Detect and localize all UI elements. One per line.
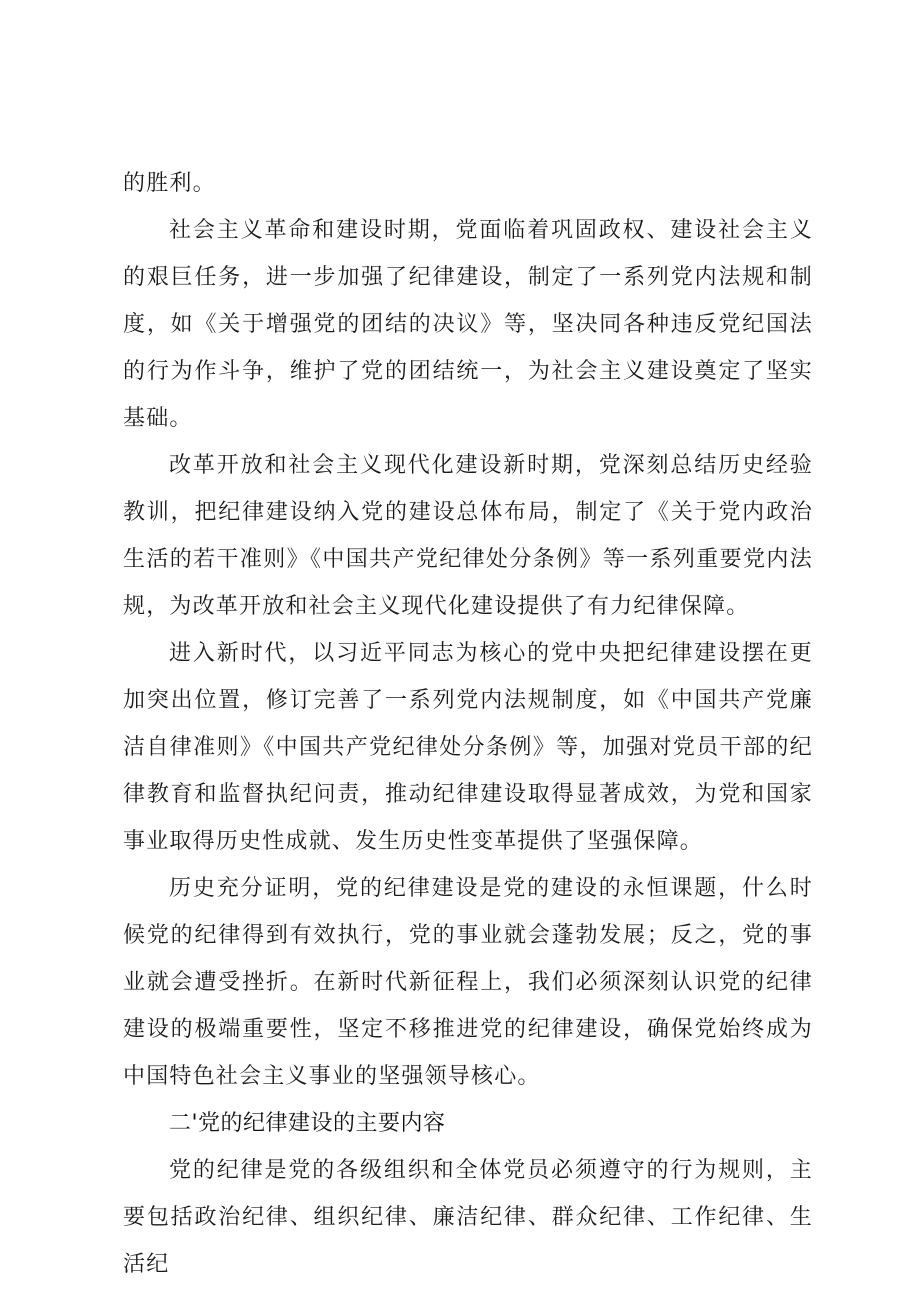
paragraph-reform-opening-period: 改革开放和社会主义现代化建设新时期，党深刻总结历史经验教训，把纪律建设纳入党的建设总体布局，制定了《关于党内政治生活的若干准则》《中国共产党纪律处分条例》等一系列重要党内法规，为改革开放和社会主义现代化建设提供了有力纪律保障。: [123, 453, 813, 619]
paragraph-discipline-content: 党的纪律是党的各级组织和全体党员必须遵守的行为规则，主要包括政治纪律、组织纪律、廉洁纪律、群众纪律、工作纪律、生活纪: [123, 1158, 813, 1277]
document-body: [123, 160, 813, 1288]
paragraph-historical-conclusion: 历史充分证明，党的纪律建设是党的建设的永恒课题，什么时候党的纪律得到有效执行，党的事业就会蓬勃发展；反之，党的事业就会遭受挫折。在新时代新征程上，我们必须深刻认识党的纪律建设的极端重要性，坚定不移推进党的纪律建设，确保党始终成为中国特色社会主义事业的坚强领导核心。: [123, 876, 813, 1089]
section-heading: 二'党的纪律建设的主要内容: [169, 1111, 446, 1136]
paragraph-new-era: 进入新时代，以习近平同志为核心的党中央把纪律建设摆在更加突出位置，修订完善了一系列党内法规制度，如《中国共产党廉洁自律准则》《中国共产党纪律处分条例》等，加强对党员干部的纪律教育和监督执纪问责，推动纪律建设取得显著成效，为党和国家事业取得历史性成就、发生历史性变革提供了坚强保障。: [123, 641, 813, 854]
paragraph-continuation: 的胜利。: [123, 171, 216, 196]
paragraph-socialist-revolution-period: 社会主义革命和建设时期，党面临着巩固政权、建设社会主义的艰巨任务，进一步加强了纪律建设，制定了一系列党内法规和制度，如《关于增强党的团结的决议》等，坚决同各种违反党纪国法的行为作斗争，维护了党的团结统一，为社会主义建设奠定了坚实基础。: [123, 218, 813, 431]
